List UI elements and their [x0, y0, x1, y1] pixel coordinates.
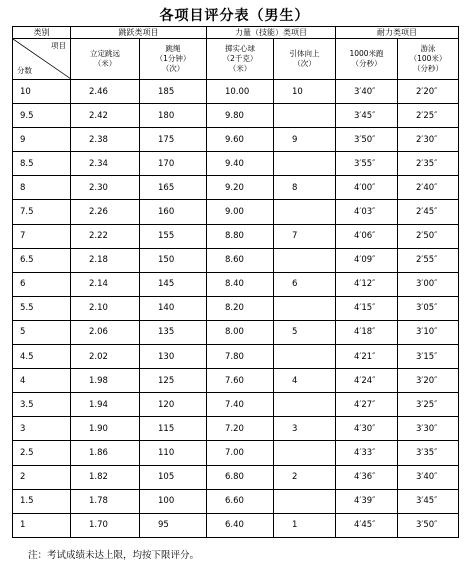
value-cell: 2′45″	[398, 200, 459, 224]
value-cell: 2.22	[71, 224, 140, 248]
value-cell: 7.60	[207, 369, 274, 393]
table-row	[13, 369, 459, 393]
value-cell: 4′21″	[336, 345, 398, 369]
header-row-groups	[13, 27, 459, 39]
value-cell	[274, 152, 336, 176]
value-cell: 8	[274, 176, 336, 200]
value-cell: 4′27″	[336, 393, 398, 417]
table-row	[13, 272, 459, 296]
score-cell: 8	[13, 176, 71, 200]
score-cell: 6.5	[13, 248, 71, 272]
value-cell: 2.06	[71, 320, 140, 344]
score-cell: 5	[13, 320, 71, 344]
value-cell: 2.42	[71, 104, 140, 128]
score-label: 分数	[17, 66, 32, 75]
group-header-strength: 力量（技能）类项目	[207, 27, 336, 39]
table-row	[13, 104, 459, 128]
value-cell: 125	[140, 369, 207, 393]
score-cell: 6	[13, 272, 71, 296]
table-row	[13, 320, 459, 344]
value-cell: 2′20″	[398, 80, 459, 104]
value-cell: 6.80	[207, 465, 274, 489]
value-cell: 6	[274, 272, 336, 296]
value-cell	[274, 489, 336, 513]
value-cell	[274, 441, 336, 465]
value-cell: 1.86	[71, 441, 140, 465]
value-cell: 4′33″	[336, 441, 398, 465]
value-cell: 8.60	[207, 248, 274, 272]
value-cell: 3′30″	[398, 417, 459, 441]
score-cell: 3	[13, 417, 71, 441]
value-cell: 2.02	[71, 345, 140, 369]
value-cell: 175	[140, 128, 207, 152]
value-cell: 170	[140, 152, 207, 176]
value-cell	[274, 393, 336, 417]
value-cell: 120	[140, 393, 207, 417]
table-row	[13, 489, 459, 513]
value-cell: 2′55″	[398, 248, 459, 272]
value-cell: 3′00″	[398, 272, 459, 296]
value-cell: 4′36″	[336, 465, 398, 489]
score-cell: 1.5	[13, 489, 71, 513]
value-cell: 8.00	[207, 320, 274, 344]
value-cell: 2.10	[71, 296, 140, 320]
category-header: 类别	[13, 27, 71, 39]
page-title: 各项目评分表（男生）	[159, 8, 310, 24]
table-row	[13, 465, 459, 489]
score-cell: 2.5	[13, 441, 71, 465]
value-cell: 3′50″	[336, 128, 398, 152]
value-cell: 180	[140, 104, 207, 128]
score-cell: 1	[13, 513, 71, 537]
value-cell	[274, 345, 336, 369]
column-header-standing-jump	[71, 39, 140, 80]
value-cell: 3′50″	[398, 513, 459, 537]
value-cell: 1.78	[71, 489, 140, 513]
value-cell: 165	[140, 176, 207, 200]
value-cell: 9.00	[207, 200, 274, 224]
value-cell: 2′30″	[398, 128, 459, 152]
value-cell: 6.60	[207, 489, 274, 513]
value-cell: 3′05″	[398, 296, 459, 320]
table-row	[13, 224, 459, 248]
value-cell	[274, 248, 336, 272]
value-cell: 110	[140, 441, 207, 465]
value-cell: 105	[140, 465, 207, 489]
value-cell: 7.80	[207, 345, 274, 369]
value-cell: 160	[140, 200, 207, 224]
group-header-jump: 跳跃类项目	[71, 27, 207, 39]
value-cell: 155	[140, 224, 207, 248]
column-header-rope-skipping	[140, 39, 207, 80]
value-cell: 100	[140, 489, 207, 513]
value-cell: 2	[274, 465, 336, 489]
value-cell: 9.20	[207, 176, 274, 200]
value-cell: 4′06″	[336, 224, 398, 248]
table-row	[13, 80, 459, 104]
value-cell: 3′40″	[398, 465, 459, 489]
value-cell: 115	[140, 417, 207, 441]
value-cell: 2′35″	[398, 152, 459, 176]
value-cell: 4′03″	[336, 200, 398, 224]
value-cell: 10.00	[207, 80, 274, 104]
value-cell: 2.34	[71, 152, 140, 176]
value-cell: 4′00″	[336, 176, 398, 200]
value-cell: 2.18	[71, 248, 140, 272]
value-cell: 1.94	[71, 393, 140, 417]
value-cell: 4′09″	[336, 248, 398, 272]
value-cell: 4′39″	[336, 489, 398, 513]
value-cell: 8.40	[207, 272, 274, 296]
score-cell: 2	[13, 465, 71, 489]
table-row	[13, 128, 459, 152]
score-cell: 4	[13, 369, 71, 393]
score-cell: 10	[13, 80, 71, 104]
value-cell: 1.98	[71, 369, 140, 393]
value-cell: 2.38	[71, 128, 140, 152]
value-cell: 1.90	[71, 417, 140, 441]
value-cell: 7	[274, 224, 336, 248]
value-cell: 3′25″	[398, 393, 459, 417]
column-header-swimming	[398, 39, 459, 80]
diagonal-header-cell	[13, 39, 71, 80]
value-cell: 8.80	[207, 224, 274, 248]
value-cell: 4′45″	[336, 513, 398, 537]
score-table	[12, 26, 459, 538]
value-cell: 7.40	[207, 393, 274, 417]
value-cell: 4′18″	[336, 320, 398, 344]
value-cell: 2′50″	[398, 224, 459, 248]
value-cell: 9	[274, 128, 336, 152]
score-cell: 5.5	[13, 296, 71, 320]
value-cell: 9.60	[207, 128, 274, 152]
score-cell: 8.5	[13, 152, 71, 176]
column-header-text: 游泳 （100米） （分秒）	[409, 44, 447, 73]
value-cell: 4′30″	[336, 417, 398, 441]
value-cell: 5	[274, 320, 336, 344]
value-cell: 4′24″	[336, 369, 398, 393]
value-cell: 95	[140, 513, 207, 537]
column-header-text: 1000米跑 （分秒）	[349, 49, 384, 68]
value-cell: 145	[140, 272, 207, 296]
value-cell: 150	[140, 248, 207, 272]
score-cell: 9	[13, 128, 71, 152]
value-cell: 6.40	[207, 513, 274, 537]
table-row	[13, 345, 459, 369]
value-cell: 3′35″	[398, 441, 459, 465]
score-cell: 7.5	[13, 200, 71, 224]
score-cell: 7	[13, 224, 71, 248]
column-header-text: 掷实心球 （2千克） （米）	[222, 44, 258, 73]
item-label: 项目	[51, 41, 66, 50]
value-cell: 4′12″	[336, 272, 398, 296]
column-header-ball-throw	[207, 39, 274, 80]
value-cell	[274, 296, 336, 320]
value-cell: 3	[274, 417, 336, 441]
table-row	[13, 176, 459, 200]
table-row	[13, 513, 459, 537]
score-cell: 3.5	[13, 393, 71, 417]
column-header-text: 跳绳 （1分钟） （次）	[155, 44, 191, 73]
group-header-endurance: 耐力类项目	[336, 27, 459, 39]
value-cell: 7.00	[207, 441, 274, 465]
value-cell: 8.20	[207, 296, 274, 320]
value-cell: 2′25″	[398, 104, 459, 128]
value-cell: 9.80	[207, 104, 274, 128]
value-cell: 3′45″	[336, 104, 398, 128]
value-cell: 3′40″	[336, 80, 398, 104]
table-row	[13, 248, 459, 272]
value-cell: 2.14	[71, 272, 140, 296]
table-row	[13, 152, 459, 176]
column-header-text: 立定跳远 （米）	[90, 49, 120, 68]
value-cell: 4	[274, 369, 336, 393]
column-header-1000m-run	[336, 39, 398, 80]
value-cell	[274, 200, 336, 224]
value-cell	[274, 104, 336, 128]
value-cell: 7.20	[207, 417, 274, 441]
value-cell: 140	[140, 296, 207, 320]
table-row	[13, 200, 459, 224]
score-cell: 9.5	[13, 104, 71, 128]
value-cell: 3′55″	[336, 152, 398, 176]
score-cell: 4.5	[13, 345, 71, 369]
table-row	[13, 417, 459, 441]
column-header-text: 引体向上 （次）	[289, 49, 320, 68]
value-cell: 1.82	[71, 465, 140, 489]
value-cell: 2.46	[71, 80, 140, 104]
table-row	[13, 441, 459, 465]
value-cell: 2.26	[71, 200, 140, 224]
value-cell: 9.40	[207, 152, 274, 176]
value-cell: 130	[140, 345, 207, 369]
value-cell: 3′15″	[398, 345, 459, 369]
value-cell: 3′10″	[398, 320, 459, 344]
value-cell: 2.30	[71, 176, 140, 200]
column-header-pull-up	[274, 39, 336, 80]
value-cell: 185	[140, 80, 207, 104]
value-cell: 3′20″	[398, 369, 459, 393]
header-row-columns	[13, 39, 459, 80]
table-row	[13, 393, 459, 417]
value-cell: 1	[274, 513, 336, 537]
value-cell: 1.70	[71, 513, 140, 537]
footnote: 注：考试成绩未达上限，均按下限评分。	[28, 550, 200, 561]
table-row	[13, 296, 459, 320]
value-cell: 135	[140, 320, 207, 344]
value-cell: 2′40″	[398, 176, 459, 200]
value-cell: 3′45″	[398, 489, 459, 513]
value-cell: 10	[274, 80, 336, 104]
value-cell: 4′15″	[336, 296, 398, 320]
